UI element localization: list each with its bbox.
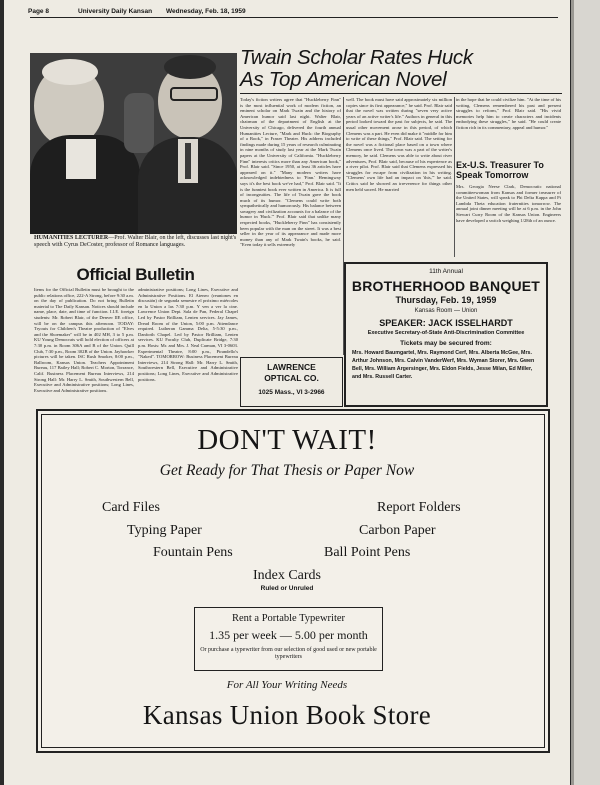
adjacent-page-edge (571, 0, 600, 785)
lawrence-optical-ad: LAWRENCE OPTICAL CO. 1025 Mass., VI 3-2966 (240, 357, 343, 407)
ad-tagline: For All Your Writing Needs (226, 679, 348, 691)
item-ball-point-pens: Ball Point Pens (324, 545, 411, 560)
item-typing-paper: Typing Paper (127, 523, 202, 538)
column-rule (454, 97, 455, 257)
dont-wait-headline: DON'T WAIT! (197, 424, 377, 456)
typewriter-rental-box: Rent a Portable Typewriter 1.35 per week — 5.00 per month Or purchase a typewriter from our selection of good used or new portable typewriters (194, 607, 383, 671)
treasurer-story: Mrs. Georgia Neese Clark, Democratic national committeewoman from Kansas and former treasurer of the United States, will speak to Phi Delta Kappa and Pi Lambda Theta education fraternities tomorrow. The annual joint dinner meeting will be at 6 p.m. in the John Stewart Curry Room of the Kansas Union. Engineers have developed a switch weighing 1/28th of an ounce. (456, 184, 561, 223)
header-rule (30, 17, 558, 18)
issue-date: Wednesday, Feb. 18, 1959 (166, 8, 246, 15)
article-column-3: in the hope that he could civilize him. "At the time of his writing, Clemens remembered his past and present struggles to reform," Prof. Blair said. "His vivid memories help him to create characters and incidents embodying these struggles," he said. "He could create fiction rich in its commentary, appeal and humor." (456, 97, 561, 130)
item-fountain-pens: Fountain Pens (153, 545, 233, 560)
item-report-folders: Report Folders (377, 500, 461, 515)
item-index-cards: Index Cards (252, 568, 322, 583)
article-column-1: Today's fiction writers agree that "Huckleberry Finn" is the most influential work of modern fiction, an eminent scholar on Mark Twain and the history of American humor said last night. Walter Blair, chairman of the department of English at the University of Chicago, delivered the fourth annual Humanities Lecture, "Mark and Huck: the Biography of a Book," in Fraser Theater. His address included findings made during 15 years of research culminating in nine months of study last year at the Mark Twain papers at the University of California. "Huckleberry Finn" interests critics more than any American book," Prof. Blair said. "Since 1950, at least 36 articles have appeared on it." "Many modern writers have acknowledged indebtedness to 'Finn.' Hemingway says it's the best book we've had," Prof. Blair said. "It is the funniest book ever written in America. It is full of incongruities. The life of Twain gave the book much of its humor. "Clemens could write both sympathetically and humorously. His balance between savagery and civilization accounts for a balance of the humor in 'Huck.'" Prof. Blair said that unlike many respected books, "Huckleberry Finn" has consistently been popular with the man on the street. It was a best seller in the year of its appearance and made more money than any of Mark Twain's books, he said. "Even today it sells extremely (240, 97, 341, 248)
treasurer-headline: Ex-U.S. Treasurer To Speak Tomorrow (456, 160, 544, 180)
bulletin-column-2: administrative positions; Long Lines, Executive and Administrative Positions. El Ateneo (reuniones en discusión) de segunda semestre el próximo miércoles en la Union a las 7:30 p.m. Y ven a ver la cine. Lawrence Union Dept. Sala de Pan, Federal Chapel Led by Pastor Brilliam, Lenten services. Jay James, Dread Room of the Union, 5:00 p.m. Attendance required. Lutheran Gamma Delta, 5-5:30 p.m., Danforth Chapel. Led by Pastor Brilliam, Lenten services. KU Faculty Club, Duplicate Bridge, 7:30 p.m. Hosts: Mr. and Mrs. J. Neal Carman, VI 3-0603. Experimental Theatre, 8:00 p.m., Pirandello's "Naked". TOMORROW: Business Placement Bureau Interviews, 214 Strong Hall: Mr. Harry L. Smith, Southwestern Bell, Executive and Administrative positions; Long Lines, Executive and Administrative positions. (138, 287, 238, 382)
ad-subhead: Get Ready for That Thesis or Paper Now (159, 462, 415, 479)
brotherhood-banquet-ad: 11th Annual BROTHERHOOD BANQUET Thursday, Feb. 19, 1959 Kansas Room — Union SPEAKER: JACK ISSELHARDT Executive Secretary-of-State Anti-Discrimination Committee Tickets may be secured from: Mrs. Howard Baumgartel, Mrs. Raymond Cerf, Mrs. Alberta McGee, Mrs. Arthur Johnson, Mrs. Calvin VanderWerf, Mrs. Wyman Storer, Mrs. Gwen Bell, Mrs. William Argersinger, Mrs. Eldon Fields, Jesse Milan, Ed Miller, and Mrs. Russell Carter. (344, 262, 548, 407)
bulletin-column-1: Items for the Official Bulletin must be brought to the public relations office, 222-A Strong, before 9:30 a.m. on the day of publication. Do not bring Bulletin material to The Daily Kansan. Notices should include name, place, date, and time of function. I.I.E. foreign students: Mr. Robert Blair, of the Denver IIE office, will be on the campus this afternoon. TODAY: Tryouts for Children's Theatre production of "Elves and the Shoemaker" will be in 402 MH, 3 to 5 p.m. KU Young Democrats will hold election of officers at 7:30 p.m. in Room 306A and B of the Union. Quill Club, 7:30 p.m., Room 302B of the Union. Jayhawker pictures will be taken. ISC Rush Smoker, 8:00 p.m., Ballroom, Kansas Union. Teachers Appointment Bureau, 117 Bailey Hall; Robert C. Morton, Torrance, Calif. Business Placement Bureau Interviews, 214 Strong Hall: Mr. Harry L. Smith, Southwestern Bell, Executive and Administrative positions; Long Lines, Executive and Administrative positions. (34, 287, 134, 393)
item-card-files: Card Files (102, 500, 160, 515)
article-column-2: well. The book must have said approximately six million copies since its first appearance," he said. Prof. Blair said that the novel was written during "seven very active years of an active writer's life." Authors in general in this period looked toward the past for subjects, he said. The usual other movement arose in this period, of which Clemens was a part. He even did make it "middle for him to write of these things," Prof. Blair said. The setting for the novel was a fictional place based on a town where Clemens once lived. The town was a part of the writer's memory, he said. Clemens was able to write about river adventures, Prof. Blair said, because of his experience as a river pilot. Prof. Blair said that Clemens expressed his struggles for escape from civilization in his writing. "Clemens' own life had an impact on 'this,'" he said. Critics said he showed an irreverence for things other men held sacred. He married (346, 97, 452, 192)
index-cards-note: Ruled or Unruled (260, 585, 314, 592)
newspaper-name: University Daily Kansan (78, 8, 153, 15)
photo-caption: HUMANITIES LECTURER—Prof. Walter Blair, on the left, discusses last night's speech with Cyrus DeCoster, professor of Romance languages. (34, 235, 237, 248)
page-number: Page 8 (28, 8, 49, 15)
headline-rule (240, 93, 562, 94)
item-carbon-paper: Carbon Paper (359, 523, 436, 538)
lecturer-photo (30, 53, 237, 234)
twain-headline: Twain Scholar Rates Huck As Top American Novel (240, 46, 473, 91)
store-name: Kansas Union Book Store (142, 700, 432, 730)
official-bulletin-title: Official Bulletin (76, 265, 195, 284)
